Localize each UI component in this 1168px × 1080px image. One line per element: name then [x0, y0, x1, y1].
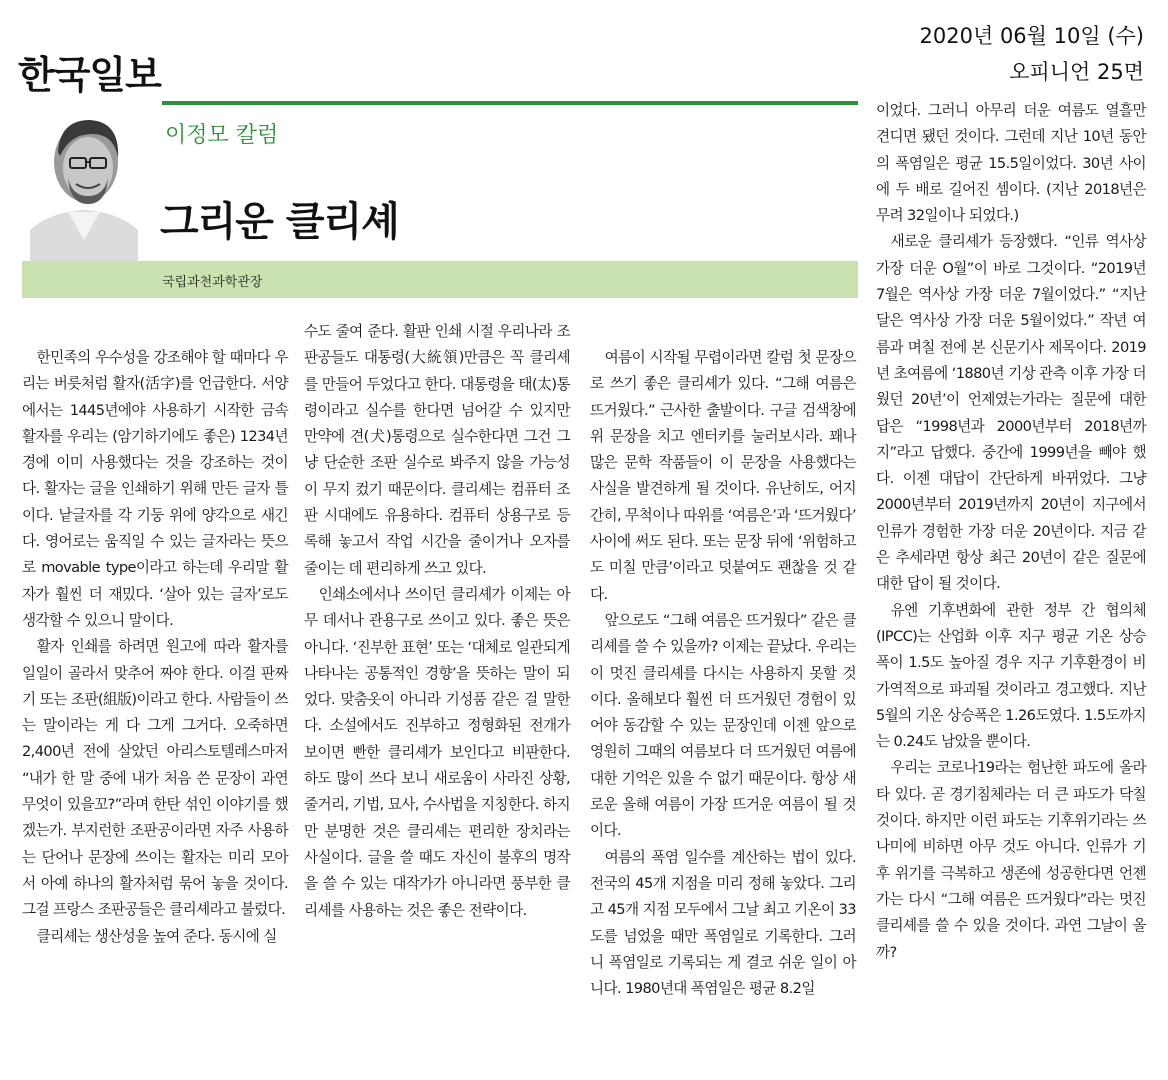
paragraph: 여름이 시작될 무렵이라면 칼럼 첫 문장으로 쓰기 좋은 클리셰가 있다. “그해 여름은 뜨거웠다.” 근사한 출발이다. 구글 검색창에 위 문장을 치고 엔터키를 눌러보시라. 꽤나 많은 문학 작품들이 이 문장을 사용했다는 사실을 발견하게 될 것이다. 유난히도, 어지간히, 무척이나 따위를 ‘여름은’과 ‘뜨거웠다’ 사이에 써도 된다. 또는 문장 뒤에 ‘위험하고도 미칠 만큼’이라고 덧붙여도 괜찮을 것 같다. [590, 349, 856, 603]
affiliation-bar [22, 261, 858, 298]
text-column-1 [22, 345, 288, 950]
text-column-4 [876, 98, 1146, 966]
issue-date: 2020년 06월 10일 (수) [919, 24, 1144, 48]
section-page: 오피니언 25면 [1009, 60, 1144, 84]
text-column-2 [304, 319, 570, 924]
paragraph: 앞으로도 “그해 여름은 뜨거웠다” 같은 클리셰를 쓸 수 있을까? 이제는 끝났다. 우리는 이 멋진 클리셰를 다시는 사용하지 못할 것이다. 올해보다 훨씬 더 뜨거웠던 경험이 있어야 동감할 수 있는 문장인데 이젠 앞으로 영원히 그때의 여름보다 더 뜨거웠던 여름에 대한 기억은 있을 수 없기 때문이다. 항상 새로운 올해 여름이 가장 뜨거운 여름이 될 것이다. [590, 611, 856, 840]
paragraph: 활자 인쇄를 하려면 원고에 따라 활자를 일일이 골라서 맞추어 짜야 한다. 이걸 판짜기 또는 조판(組版)이라고 한다. 사람들이 쓰는 말이라는 게 다 그게 그거다. 오죽하면 2,400년 전에 살았던 아리스토텔레스마저 “내가 한 말 중에 내가 처음 쓴 문장이 과연 무엇이 있을꼬?”라며 한탄 섞인 이야기를 했겠는가. 부지런한 조판공이라면 자주 사용하는 단어나 문장에 쓰이는 활자는 미리 모아서 아예 하나의 활자처럼 묶어 놓을 것이다. 그걸 프랑스 조판공들은 클리셰라고 불렀다. [22, 638, 288, 919]
column-label: 이정모 칼럼 [165, 123, 279, 148]
header-rule [162, 101, 858, 105]
paragraph: 클리셰는 생산성을 높여 준다. 동시에 실 [36, 927, 277, 945]
paragraph: 이었다. 그러니 아무리 더운 여름도 열흘만 견디면 됐던 것이다. 그런데 지난 10년 동안의 폭염일은 평균 15.5일이었다. 30년 사이에 두 배로 길어진 셈이다. (지난 2018년은 무려 32일이나 되었다.) [876, 102, 1146, 225]
paragraph: 인쇄소에서나 쓰이던 클리셰가 이제는 아무 데서나 관용구로 쓰이고 있다. 좋은 뜻은 아니다. ‘진부한 표현’ 또는 ‘대체로 일관되게 나타나는 공통적인 경향’을 뜻하는 말이 되었다. 맞춤옷이 아니라 기성품 같은 걸 말한다. 소설에서도 진부하고 정형화된 전개가 보이면 빤한 클리셰가 보인다고 비판한다. 하도 많이 쓰다 보니 새로움이 사라진 상황, 줄거리, 기법, 묘사, 수사법을 지칭한다. 하지만 분명한 것은 클리셰는 편리한 장치라는 사실이다. 글을 쓸 때도 자신이 불후의 명작을 쓸 수 있는 대작가가 아니라면 풍부한 클리셰를 사용하는 것은 좋은 전략이다. [304, 585, 570, 919]
text-column-3 [590, 345, 856, 1002]
author-affiliation: 국립과천과학관장 [162, 275, 263, 290]
paragraph: 여름의 폭염 일수를 계산하는 법이 있다. 전국의 45개 지점을 미리 정해 놓았다. 그리고 45개 지점 모두에서 그날 최고 기온이 33도를 넘었을 때만 폭염일로 기록한다. 그러니 폭염일로 기록되는 게 결코 쉬운 일이 아니다. 1980년대 폭염일은 평균 8.2일 [590, 848, 856, 998]
paragraph: 한민족의 우수성을 강조해야 할 때마다 우리는 버릇처럼 활자(活字)를 언급한다. 서양에서는 1445년에야 사용하기 시작한 금속활자를 우리는 (암기하기에도 좋은) 1234년경에 이미 사용했다는 것을 강조하는 것이다. 활자는 글을 인쇄하기 위해 만든 글자 틀이다. 낱글자를 각 기둥 위에 양각으로 새긴다. 영어로는 움직일 수 있는 글자라는 뜻으로 movable type이라고 하는데 우리말 활자가 훨씬 더 재밌다. ‘살아 있는 글자’로도 생각할 수 있으니 말이다. [22, 349, 288, 629]
paragraph: 유엔 기후변화에 관한 정부 간 협의체(IPCC)는 산업화 이후 지구 평균 기온 상승 폭이 1.5도 높아질 경우 지구 기후환경이 비가역적으로 파괴될 것이라고 경고했다. 지난 5월의 기온 상승폭은 1.26도였다. 1.5도까지는 0.24도 남았을 뿐이다. [876, 601, 1146, 751]
paragraph: 우리는 코로나19라는 험난한 파도에 올라타 있다. 곧 경기침체라는 더 큰 파도가 닥칠 것이다. 하지만 이런 파도는 기후위기라는 쓰나미에 비하면 아무 것도 아니다. 인류가 기후 위기를 극복하고 생존에 성공한다면 언젠가는 다시 “그해 여름은 뜨거웠다”라는 멋진 클리셰를 쓸 수 있을 것이다. 과연 그날이 올까? [876, 759, 1146, 961]
columnist-portrait [30, 100, 138, 262]
paragraph: 새로운 클리셰가 등장했다. “인류 역사상 가장 더운 O월”이 바로 그것이다. “2019년 7월은 역사상 가장 더운 7월이었다.” “지난달은 역사상 가장 더운 5월이었다.” 작년 여름과 며칠 전에 본 신문기사 제목이다. 2019년 초여름에 ‘1880년 기상 관측 이후 가장 더웠던 20년’이 언제였는가라는 질문에 대한 답은 “1998년과 2000년부터 2018년까지”라고 답했다. 중간에 1999년을 빼야 했다. 이젠 대답이 간단하게 바뀌었다. 그냥 2000년부터 2019년까지 20년이 지구에서 인류가 경험한 가장 더운 20년이다. 지금 같은 추세라면 항상 최근 20년이 같은 질문에 대한 답이 될 것이다. [876, 233, 1146, 593]
newspaper-logo: 한국일보 [18, 53, 161, 97]
paragraph: 수도 줄여 준다. 활판 인쇄 시절 우리나라 조판공들도 대통령(大統領)만큼은 꼭 클리셰를 만들어 두었다고 한다. 대통령을 태(太)통령이라고 실수를 한다면 넘어갈 수 있지만 만약에 견(犬)통령으로 실수한다면 그건 그냥 단순한 조판 실수로 봐주지 않을 가능성이 무지 컸기 때문이다. 클리셰는 컴퓨터 조판 시대에도 유용하다. 컴퓨터 상용구로 등록해 놓고서 작업 시간을 줄이거나 오자를 줄이는 데 편리하게 쓰고 있다. [304, 323, 570, 577]
columnist-portrait-illustration [30, 100, 138, 262]
article-headline: 그리운 클리셰 [160, 199, 399, 245]
